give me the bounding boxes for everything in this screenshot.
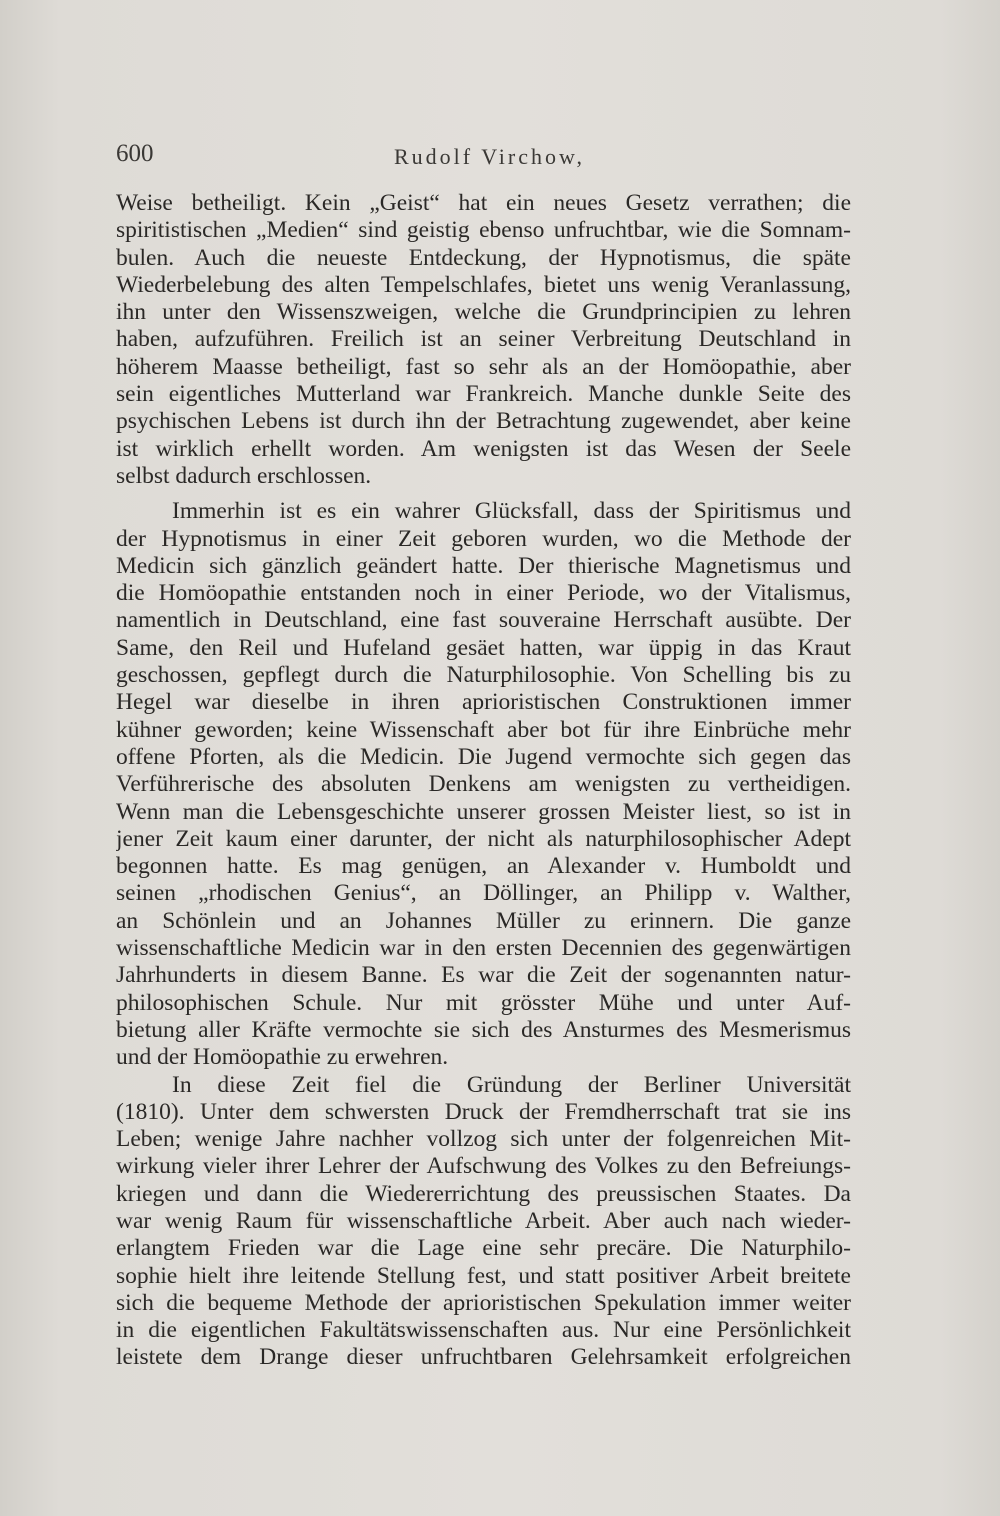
running-head: Rudolf Virchow, bbox=[394, 144, 585, 169]
text-line: bietung aller Kräfte vermochte sie sich des Ansturmes des Mesmerismus bbox=[116, 1016, 851, 1043]
text-line: psychischen Lebens ist durch ihn der Betrachtung zugewendet, aber keine bbox=[116, 408, 851, 435]
text-line: höherem Maasse betheiligt, fast so sehr als an der Homöopathie, aber bbox=[116, 353, 851, 380]
paragraph bbox=[116, 498, 851, 1071]
paragraph bbox=[116, 1072, 851, 1372]
text-line: selbst dadurch erschlossen. bbox=[116, 462, 372, 489]
text-line: Verführerische des absoluten Denkens am wenigsten zu vertheidigen. bbox=[116, 771, 851, 798]
text-line: wissenschaftliche Medicin war in den ersten Decennien des gegenwärtigen bbox=[116, 935, 851, 962]
text-line: die Homöopathie entstanden noch in einer Periode, wo der Vitalismus, bbox=[116, 580, 851, 607]
text-line: Same, den Reil und Hufeland gesäet hatten, war üppig in das Kraut bbox=[116, 634, 851, 661]
paragraph bbox=[116, 190, 851, 490]
text-line: Wiederbelebung des alten Tempelschlafes, bietet uns wenig Veranlassung, bbox=[116, 271, 851, 298]
text-line: Leben; wenige Jahre nachher vollzog sich unter der folgenreichen Mit- bbox=[116, 1126, 851, 1153]
text-line: namentlich in Deutschland, eine fast souveraine Herrschaft ausübte. Der bbox=[116, 607, 851, 634]
text-line: sein eigentliches Mutterland war Frankreich. Manche dunkle Seite des bbox=[116, 381, 851, 408]
text-line: spiritistischen „Medien“ sind geistig ebenso unfruchtbar, wie die Somnam- bbox=[116, 217, 851, 244]
text-line: Immerhin ist es ein wahrer Glücksfall, dass der Spiritismus und bbox=[172, 498, 851, 525]
text-line: wirkung vieler ihrer Lehrer der Aufschwung des Volkes zu den Befreiungs- bbox=[116, 1153, 851, 1180]
text-line: philosophischen Schule. Nur mit grösster Mühe und unter Auf- bbox=[116, 989, 851, 1016]
text-line: kühner geworden; keine Wissenschaft aber bot für ihre Einbrüche mehr bbox=[116, 716, 851, 743]
text-line: ist wirklich erhellt worden. Am wenigsten ist das Wesen der Seele bbox=[116, 435, 851, 462]
text-line: leistete dem Drange dieser unfruchtbaren Gelehrsamkeit erfolgreichen bbox=[116, 1344, 851, 1371]
text-line: jener Zeit kaum einer darunter, der nicht als naturphilosophischer Adept bbox=[116, 825, 851, 852]
text-line: In diese Zeit fiel die Gründung der Berliner Universität bbox=[172, 1071, 851, 1098]
page-header bbox=[116, 140, 836, 174]
text-line: Hegel war dieselbe in ihren aprioristischen Construktionen immer bbox=[116, 689, 851, 716]
text-line: offene Pforten, als die Medicin. Die Jugend vermochte sich gegen das bbox=[116, 743, 851, 770]
text-line: an Schönlein und an Johannes Müller zu erinnern. Die ganze bbox=[116, 907, 851, 934]
text-line: sich die bequeme Methode der aprioristischen Spekulation immer weiter bbox=[116, 1289, 851, 1316]
text-line: Wenn man die Lebensgeschichte unserer grossen Meister liest, so ist in bbox=[116, 798, 851, 825]
text-line: (1810). Unter dem schwersten Druck der Fremdherrschaft trat sie ins bbox=[116, 1098, 851, 1125]
text-line: sophie hielt ihre leitende Stellung fest, und statt positiver Arbeit breitete bbox=[116, 1262, 851, 1289]
text-line: und der Homöopathie zu erwehren. bbox=[116, 1044, 449, 1071]
text-line: der Hypnotismus in einer Zeit geboren wurden, wo die Methode der bbox=[116, 525, 851, 552]
text-line: geschossen, gepflegt durch die Naturphilosophie. Von Schelling bis zu bbox=[116, 662, 851, 689]
text-line: war wenig Raum für wissenschaftliche Arbeit. Aber auch nach wieder- bbox=[116, 1207, 851, 1234]
text-line: Medicin sich gänzlich geändert hatte. Der thierische Magnetismus und bbox=[116, 552, 851, 579]
text-line: seinen „rhodischen Genius“, an Döllinger, an Philipp v. Walther, bbox=[116, 880, 851, 907]
text-line: kriegen und dann die Wiedererrichtung des preussischen Staates. Da bbox=[116, 1180, 851, 1207]
text-line: begonnen hatte. Es mag genügen, an Alexander v. Humboldt und bbox=[116, 853, 851, 880]
text-line: Jahrhunderts in diesem Banne. Es war die Zeit der sogenannten natur- bbox=[116, 962, 851, 989]
page-number: 600 bbox=[116, 140, 154, 167]
text-line: Weise betheiligt. Kein „Geist“ hat ein neues Gesetz verrathen; die bbox=[116, 190, 851, 216]
text-line: in die eigentlichen Fakultätswissenschaften aus. Nur eine Persönlichkeit bbox=[116, 1317, 851, 1344]
text-line: erlangtem Frieden war die Lage eine sehr precäre. Die Naturphilo- bbox=[116, 1235, 851, 1262]
text-line: ihn unter den Wissenszweigen, welche die Grundprincipien zu lehren bbox=[116, 299, 851, 326]
body-text bbox=[116, 190, 851, 1372]
text-line: bulen. Auch die neueste Entdeckung, der Hypnotismus, die späte bbox=[116, 244, 851, 271]
text-line: haben, aufzuführen. Freilich ist an seiner Verbreitung Deutschland in bbox=[116, 326, 851, 353]
